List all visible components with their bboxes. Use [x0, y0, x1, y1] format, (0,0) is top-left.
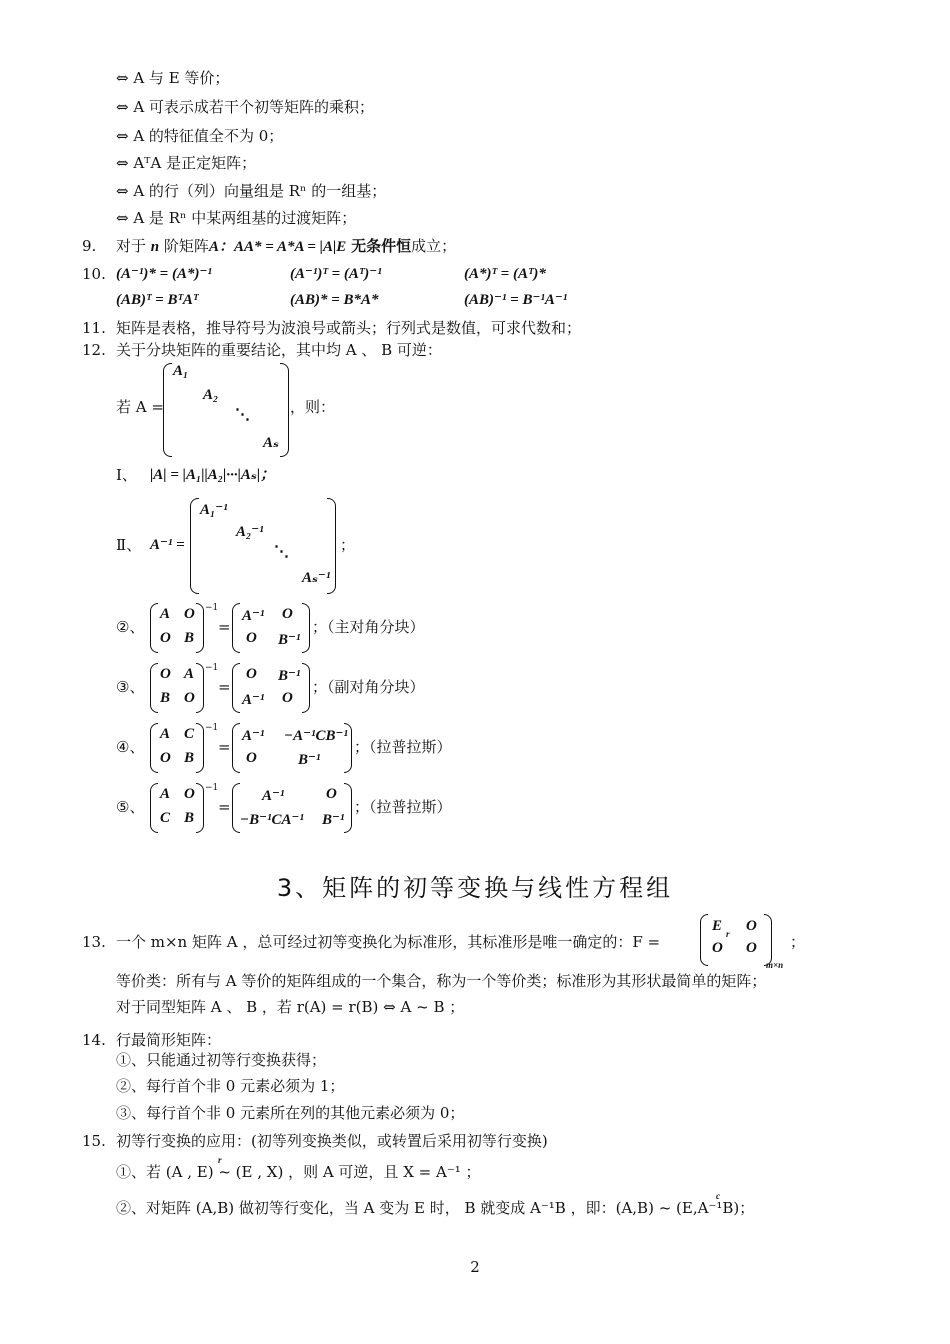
block5-lhs-12: O	[184, 786, 195, 802]
block3-lhs-11: O	[160, 666, 171, 682]
item-14-b: ②、每行首个非 0 元素必须为 1；	[116, 1077, 345, 1095]
diag-a2: A₂	[203, 387, 219, 403]
block2-lhs-12: O	[184, 606, 195, 622]
block3-rhs-11: O	[246, 666, 257, 682]
diag-dots: ⋱	[235, 407, 250, 423]
F-11: E	[712, 918, 723, 934]
block5-rhs	[232, 783, 352, 831]
block5-rhs-22: B⁻¹	[322, 812, 345, 828]
block4-lhs-11: A	[160, 726, 171, 742]
block4-eq: =	[218, 738, 231, 756]
F-12: O	[746, 918, 757, 934]
block5-note: ；（拉普拉斯）	[354, 798, 452, 816]
block3-eq: =	[218, 678, 231, 696]
item-II-lhs: A⁻¹ =	[150, 537, 185, 553]
item-14-a: ①、只能通过初等行变换获得；	[116, 1051, 327, 1069]
item-10-r2c2: (AB)* = B*A*	[290, 292, 379, 308]
item-10-number: 10.	[82, 265, 106, 283]
item-15-line2: ②、对矩阵 (A,B) 做初等行变化，当 A 变为 E 时， B 就变成 A⁻¹B ，即：(A,B) ~ (E,A⁻¹B)；	[116, 1199, 755, 1217]
equiv-line-5: ⇔ A 的行（列）向量组是 Rⁿ 的一组基；	[116, 182, 387, 200]
block4-rhs-22: B⁻¹	[298, 752, 321, 768]
block3-lhs-22: O	[184, 690, 195, 706]
item-11-text: 矩阵是表格，推导符号为波浪号或箭头；行列式是数值，可求代数和；	[116, 319, 582, 337]
block2-rhs	[232, 603, 310, 651]
block2-rhs-21: O	[246, 630, 257, 646]
F-22: O	[746, 940, 757, 956]
block3-lhs-12: A	[184, 666, 195, 682]
item-13-line2: 等价类：所有与 A 等价的矩阵组成的一个集合，称为一个等价类；标准形为其形状最简单的矩阵；	[116, 972, 767, 990]
block5-lhs	[150, 783, 204, 831]
block2-inv: −1	[205, 603, 219, 613]
block-then: ，则：	[290, 398, 336, 416]
block3-lhs	[150, 663, 204, 711]
block3-rhs-21: A⁻¹	[242, 692, 265, 708]
item-15-r-mark: r	[218, 1155, 222, 1165]
block3-note: ；（副对角分块）	[312, 678, 425, 696]
item-10-r1c3: (A*)ᵀ = (Aᵀ)*	[464, 266, 546, 282]
item-15-c-mark: c	[716, 1191, 720, 1201]
block3-rhs-22: O	[282, 690, 293, 706]
block5-lhs-11: A	[160, 786, 171, 802]
item-13-line1: 一个 m×n 矩阵 A ，总可经过初等变换化为标准形，其标准形是唯一确定的：F =	[116, 933, 661, 951]
item-13-number: 13.	[82, 933, 106, 951]
standard-form-matrix	[700, 914, 772, 966]
block3-rhs-12: B⁻¹	[278, 668, 301, 684]
diag-inv-as: Aₛ⁻¹	[302, 570, 331, 586]
item-II-tail: ；	[340, 536, 356, 554]
block2-lhs-11: A	[160, 606, 171, 622]
item-15-line1: ①、若 (A , E) ~ (E , X) ，则 A 可逆，且 X = A⁻¹ ；	[116, 1163, 481, 1181]
item-I-formula: |A| = |A₁||A₂|···|Aₛ|；	[150, 467, 276, 483]
item-9-text: 对于 n 阶矩阵A：AA* = A*A = |A|E 无条件恒成立；	[116, 237, 457, 255]
block2-eq: =	[218, 618, 231, 636]
item-I-label: Ⅰ、	[116, 466, 137, 484]
block3-rhs	[232, 663, 310, 711]
item-II-label: Ⅱ、	[116, 536, 142, 554]
block5-rhs-12: O	[326, 786, 337, 802]
block2-rhs-22: B⁻¹	[278, 632, 301, 648]
block3-inv: −1	[205, 663, 219, 673]
equiv-line-6: ⇔ A 是 Rⁿ 中某两组基的过渡矩阵；	[116, 209, 357, 227]
block2-rhs-11: A⁻¹	[242, 608, 265, 624]
block2-lhs-21: O	[160, 630, 171, 646]
block2-note: ；（主对角分块）	[312, 618, 425, 636]
item-15-number: 15.	[82, 1132, 106, 1150]
block4-note: ；（拉普拉斯）	[354, 738, 452, 756]
diag-block-matrix	[163, 363, 289, 455]
item-9-number: 9.	[82, 237, 97, 255]
block4-lhs-12: C	[184, 726, 195, 742]
item-14-c: ③、每行首个非 0 元素所在列的其他元素必须为 0；	[116, 1104, 465, 1122]
item-12-text: 关于分块矩阵的重要结论，其中均 A 、 B 可逆：	[116, 341, 442, 359]
block4-lhs-21: O	[160, 750, 171, 766]
equiv-line-3: ⇔ A 的特征值全不为 0；	[116, 127, 284, 145]
diag-inv-dots: ⋱	[274, 544, 289, 560]
block5-lhs-21: C	[160, 810, 171, 826]
F-21: O	[712, 940, 723, 956]
item-10-r1c2: (A⁻¹)ᵀ = (Aᵀ)⁻¹	[290, 266, 382, 282]
block4-rhs	[232, 723, 352, 771]
equiv-line-1: ⇔ A 与 E 等价；	[116, 69, 230, 87]
diag-a1: A₁	[173, 363, 189, 379]
block4-inv: −1	[205, 723, 219, 733]
block5-eq: =	[218, 798, 231, 816]
block2-label: ②、	[116, 618, 145, 636]
block4-rhs-21: O	[246, 750, 257, 766]
block4-lhs-22: B	[184, 750, 195, 766]
block2-lhs	[150, 603, 204, 651]
block5-rhs-11: A⁻¹	[262, 788, 285, 804]
diag-inv-a1: A₁⁻¹	[200, 502, 228, 518]
item-10-r1c1: (A⁻¹)* = (A*)⁻¹	[116, 266, 212, 282]
page-number: 2	[470, 1258, 480, 1276]
block3-label: ③、	[116, 678, 145, 696]
item-10-r2c1: (AB)ᵀ = BᵀAᵀ	[116, 292, 199, 308]
F-sub-r: r	[726, 929, 730, 939]
item-13-tail: ；	[790, 933, 806, 951]
block4-lhs	[150, 723, 204, 771]
block2-lhs-22: B	[184, 630, 195, 646]
item-13-line3: 对于同型矩阵 A 、 B ，若 r(A) = r(B) ⇔ A ~ B ；	[116, 998, 465, 1016]
equiv-line-4: ⇔ AᵀA 是正定矩阵；	[116, 154, 257, 172]
item-14-title: 行最简形矩阵：	[116, 1031, 222, 1049]
block3-lhs-21: B	[160, 690, 171, 706]
diag-as: Aₛ	[263, 435, 279, 451]
block-if-label: 若 A =	[116, 398, 164, 416]
block4-rhs-11: A⁻¹	[242, 728, 265, 744]
block4-label: ④、	[116, 738, 145, 756]
block5-rhs-21: −B⁻¹CA⁻¹	[240, 812, 304, 828]
section-title: 3、矩阵的初等变换与线性方程组	[276, 874, 674, 902]
item-10-r2c3: (AB)⁻¹ = B⁻¹A⁻¹	[464, 292, 568, 308]
block5-inv: −1	[205, 783, 219, 793]
item-14-number: 14.	[82, 1031, 106, 1049]
block4-rhs-12: −A⁻¹CB⁻¹	[284, 728, 348, 744]
F-sub-mn: m×n	[766, 960, 784, 970]
block5-lhs-22: B	[184, 810, 195, 826]
diag-inv-a2: A₂⁻¹	[236, 524, 264, 540]
item-15-title: 初等行变换的应用：(初等列变换类似，或转置后采用初等行变换)	[116, 1132, 548, 1150]
item-11-number: 11.	[82, 319, 106, 337]
block5-label: ⑤、	[116, 798, 145, 816]
block2-rhs-12: O	[282, 606, 293, 622]
diag-inv-matrix	[190, 498, 336, 592]
equiv-line-2: ⇔ A 可表示成若干个初等矩阵的乘积；	[116, 98, 374, 116]
item-12-number: 12.	[82, 341, 106, 359]
